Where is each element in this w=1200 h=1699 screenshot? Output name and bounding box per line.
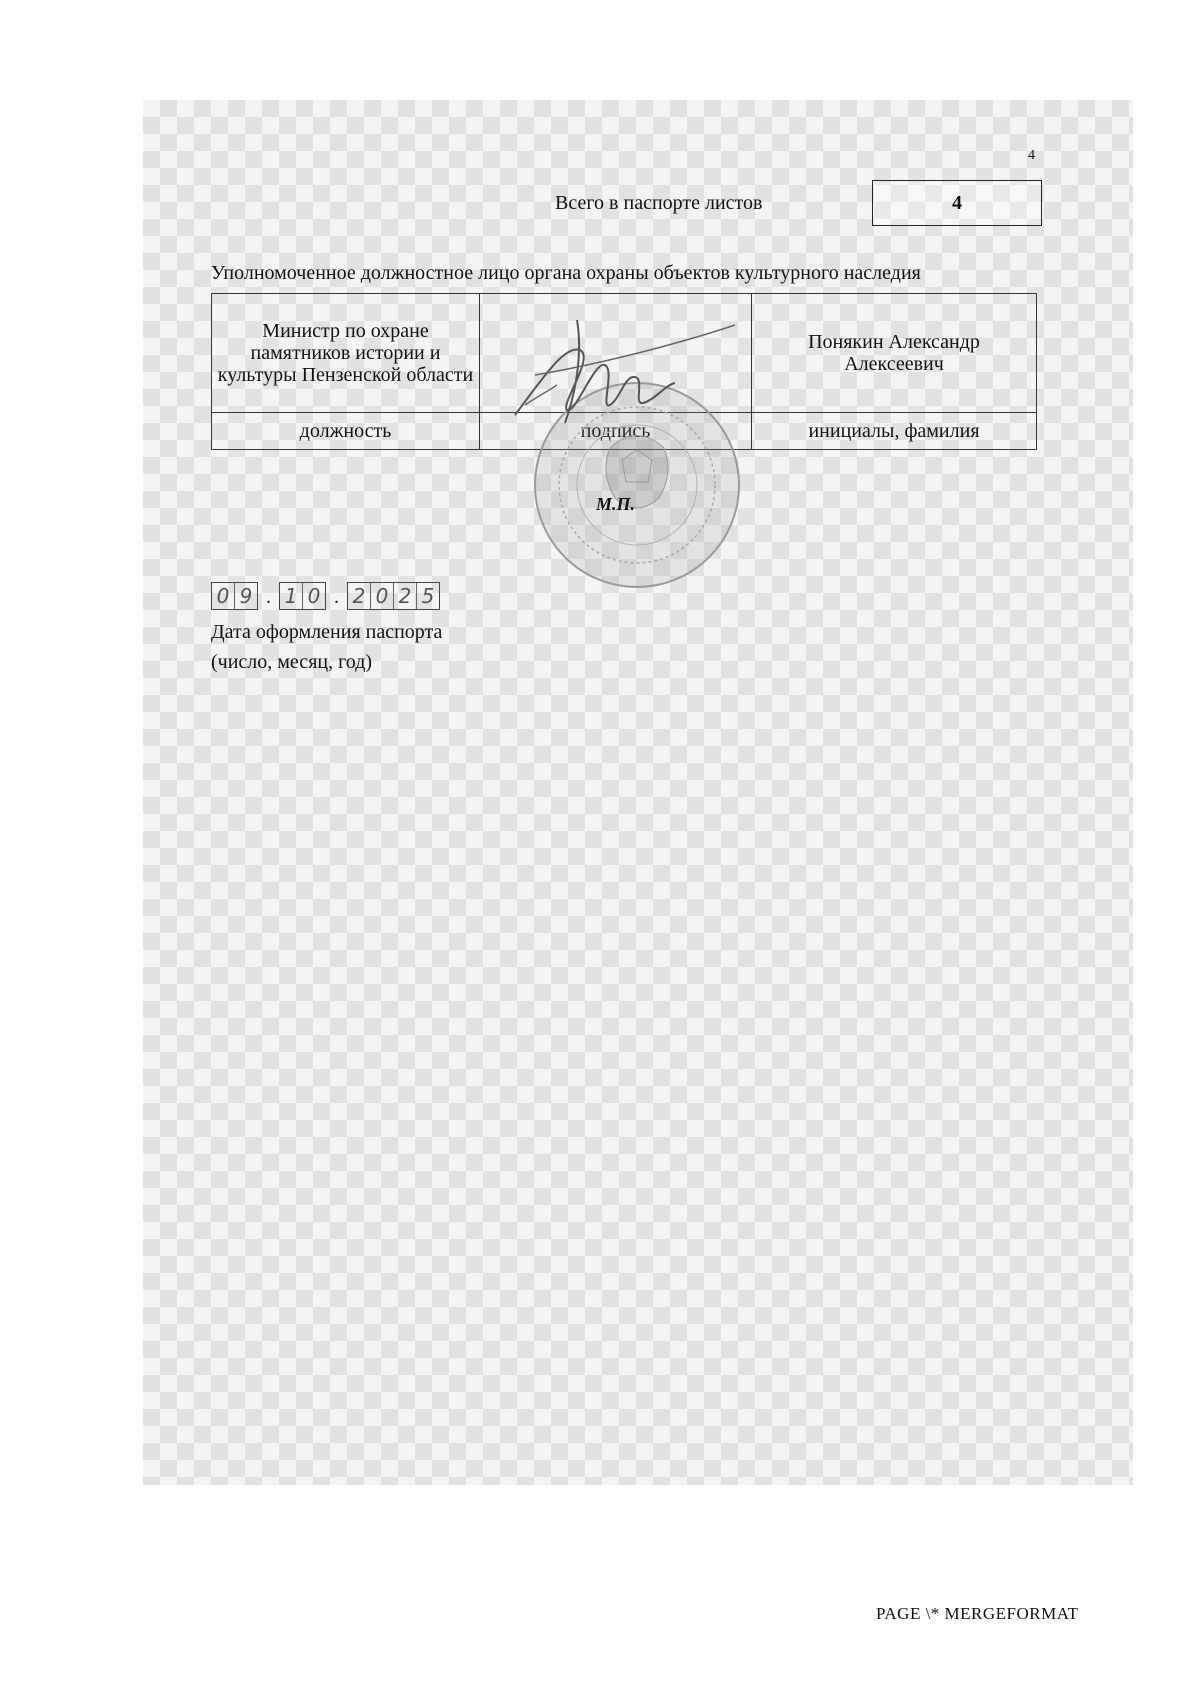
page-number: 4: [1028, 148, 1035, 163]
date-separator: .: [334, 586, 339, 608]
date-month-box: [279, 582, 326, 610]
signature-icon: [505, 305, 745, 435]
caption-position: должность: [212, 413, 480, 450]
name-cell: Понякин Александр Алексеевич: [752, 294, 1037, 413]
sheets-label: Всего в паспорте листов: [555, 192, 763, 214]
date-digit: 2: [394, 583, 417, 609]
date-separator: .: [266, 586, 271, 608]
date-digit: 2: [348, 583, 371, 609]
date-digit: 5: [421, 584, 435, 608]
caption-name: инициалы, фамилия: [752, 413, 1037, 450]
sheets-count: 4: [952, 191, 962, 214]
date-fields: [211, 580, 440, 610]
sheets-count-box: [872, 180, 1042, 226]
date-year-box: [347, 582, 440, 610]
date-digit: 1: [280, 583, 303, 609]
date-label-line2: (число, месяц, год): [211, 651, 373, 673]
page-footer-field: PAGE \* MERGEFORMAT: [876, 1604, 1079, 1623]
official-heading: Уполномоченное должностное лицо органа охраны объектов культурного наследия: [211, 262, 921, 284]
date-digit: 0: [307, 584, 321, 608]
date-label: [211, 617, 442, 677]
date-digit: 0: [371, 583, 394, 609]
date-digit: 9: [239, 584, 253, 608]
date-label-line1: Дата оформления паспорта: [211, 621, 443, 643]
date-day-box: [211, 582, 258, 610]
position-cell: Министр по охране памятников истории и культуры Пензенской области: [212, 294, 480, 413]
date-digit: 0: [212, 583, 235, 609]
stamp-label: М.П.: [596, 494, 636, 514]
